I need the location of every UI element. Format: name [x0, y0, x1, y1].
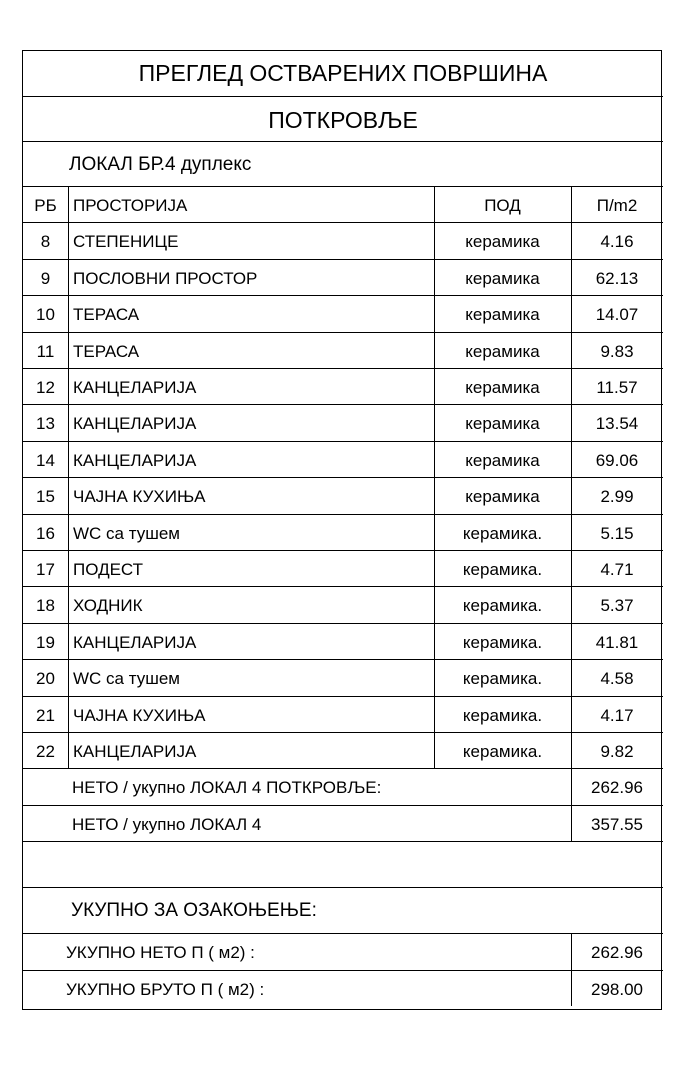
column-header-room: ПРОСТОРИЈА [73, 196, 188, 215]
table-rule [23, 477, 663, 478]
room-name: СТЕПЕНИЦЕ [73, 232, 179, 252]
table-rule [23, 659, 663, 660]
row-number: 14 [36, 450, 55, 470]
floor-finish: керамика [465, 414, 540, 434]
floor-finish: керамика [465, 232, 540, 252]
column-header-rb: РБ [34, 196, 57, 215]
row-number: 19 [36, 632, 55, 652]
row-number: 17 [36, 560, 55, 579]
row-number: 18 [36, 596, 55, 616]
table-rule [23, 970, 663, 971]
room-name: КАНЦЕЛАРИЈА [73, 632, 197, 652]
room-area: 14.07 [595, 305, 639, 325]
room-name: ПОСЛОВНИ ПРОСТОР [73, 268, 258, 288]
table-rule [434, 186, 435, 768]
table-rule [23, 222, 663, 223]
table-rule [23, 696, 663, 697]
floor-finish: керамика. [462, 669, 543, 689]
legalization-value: 298.00 [591, 979, 643, 999]
floor-finish: керамика [465, 341, 540, 361]
table-rule [23, 441, 663, 442]
room-name: WC са тушем [73, 523, 180, 543]
room-area: 62.13 [595, 268, 639, 288]
room-area: 9.83 [600, 341, 634, 361]
room-area: 4.16 [600, 232, 634, 252]
room-name: КАНЦЕЛАРИЈА [73, 378, 197, 397]
floor-finish: керамика [465, 450, 540, 470]
table-rule [23, 332, 663, 333]
table-rule [23, 933, 663, 934]
legalization-value: 262.96 [591, 943, 643, 963]
row-number: 11 [36, 341, 55, 361]
row-number: 20 [36, 669, 55, 689]
column-header-floor: ПОД [484, 196, 521, 215]
floor-finish: керамика. [462, 632, 543, 652]
room-area: 41.81 [595, 632, 639, 652]
room-name: ТЕРАСА [73, 341, 140, 361]
floor-finish: керамика. [462, 560, 543, 579]
table-rule [23, 368, 663, 369]
floor-finish: керамика. [462, 596, 543, 616]
room-area: 69.06 [595, 450, 639, 470]
table-rule [23, 768, 663, 769]
table-rule [23, 404, 663, 405]
table-rule [23, 96, 663, 97]
room-name: ЧАЈНА КУХИЊА [73, 487, 206, 507]
row-number: 13 [36, 414, 55, 434]
room-name: КАНЦЕЛАРИЈА [73, 414, 197, 434]
table-rule [23, 841, 663, 842]
room-area: 13.54 [595, 414, 639, 434]
room-area: 4.58 [600, 669, 634, 689]
row-number: 21 [36, 705, 55, 725]
floor-finish: керамика. [462, 705, 543, 725]
table-rule [23, 259, 663, 260]
floor-finish: керамика [465, 268, 540, 288]
room-area: 5.37 [600, 596, 634, 616]
table-rule [23, 887, 663, 888]
row-number: 12 [36, 378, 55, 397]
total-label: НЕТО / укупно ЛОКАЛ 4 ПОТКРОВЉЕ: [72, 778, 382, 798]
floor-finish: керамика [465, 305, 540, 325]
room-area: 5.15 [600, 523, 634, 543]
table-title: ПРЕГЛЕД ОСТВАРЕНИХ ПОВРШИНА [138, 60, 548, 86]
floor-finish: керамика. [462, 742, 543, 761]
table-rule [23, 141, 663, 142]
legalization-label: УКУПНО БРУТО П ( м2) : [66, 979, 265, 999]
row-number: 15 [36, 487, 55, 507]
area-summary-table [22, 50, 662, 1010]
room-area: 4.71 [600, 560, 634, 579]
room-area: 4.17 [600, 705, 634, 725]
table-rule [23, 586, 663, 587]
row-number: 8 [40, 232, 51, 252]
row-number: 10 [36, 305, 55, 325]
table-rule [23, 623, 663, 624]
room-name: ПОДЕСТ [73, 560, 144, 579]
row-number: 16 [36, 523, 55, 543]
room-area: 9.82 [600, 742, 634, 761]
table-rule [68, 186, 69, 768]
table-rule [23, 514, 663, 515]
table-rule [23, 732, 663, 733]
room-area: 2.99 [600, 487, 634, 507]
table-rule [571, 933, 572, 1006]
unit-name: ЛОКАЛ БР.4 дуплекс [69, 154, 252, 175]
room-name: ЧАЈНА КУХИЊА [73, 705, 206, 725]
floor-finish: керамика [465, 378, 540, 397]
table-rule [571, 186, 572, 841]
total-label: НЕТО / укупно ЛОКАЛ 4 [72, 814, 262, 834]
room-name: КАНЦЕЛАРИЈА [73, 742, 197, 761]
table-rule [23, 550, 663, 551]
table-subtitle: ПОТКРОВЉЕ [268, 107, 418, 133]
floor-finish: керамика [465, 487, 540, 507]
room-area: 11.57 [596, 378, 638, 397]
row-number: 9 [40, 268, 51, 288]
table-rule [23, 186, 663, 187]
room-name: ХОДНИК [73, 596, 143, 616]
legalization-label: УКУПНО НЕТО П ( м2) : [66, 943, 255, 963]
room-name: WC са тушем [73, 669, 180, 689]
room-name: ТЕРАСА [73, 305, 140, 325]
row-number: 22 [36, 742, 55, 761]
legalization-heading: УКУПНО ЗА ОЗАКОЊЕЊЕ: [71, 900, 317, 922]
table-rule [23, 805, 663, 806]
floor-finish: керамика. [462, 523, 543, 543]
column-header-area: П/m2 [596, 196, 638, 215]
total-value: 262.96 [591, 778, 643, 798]
room-name: КАНЦЕЛАРИЈА [73, 450, 197, 470]
table-rule [23, 295, 663, 296]
total-value: 357.55 [591, 814, 643, 834]
